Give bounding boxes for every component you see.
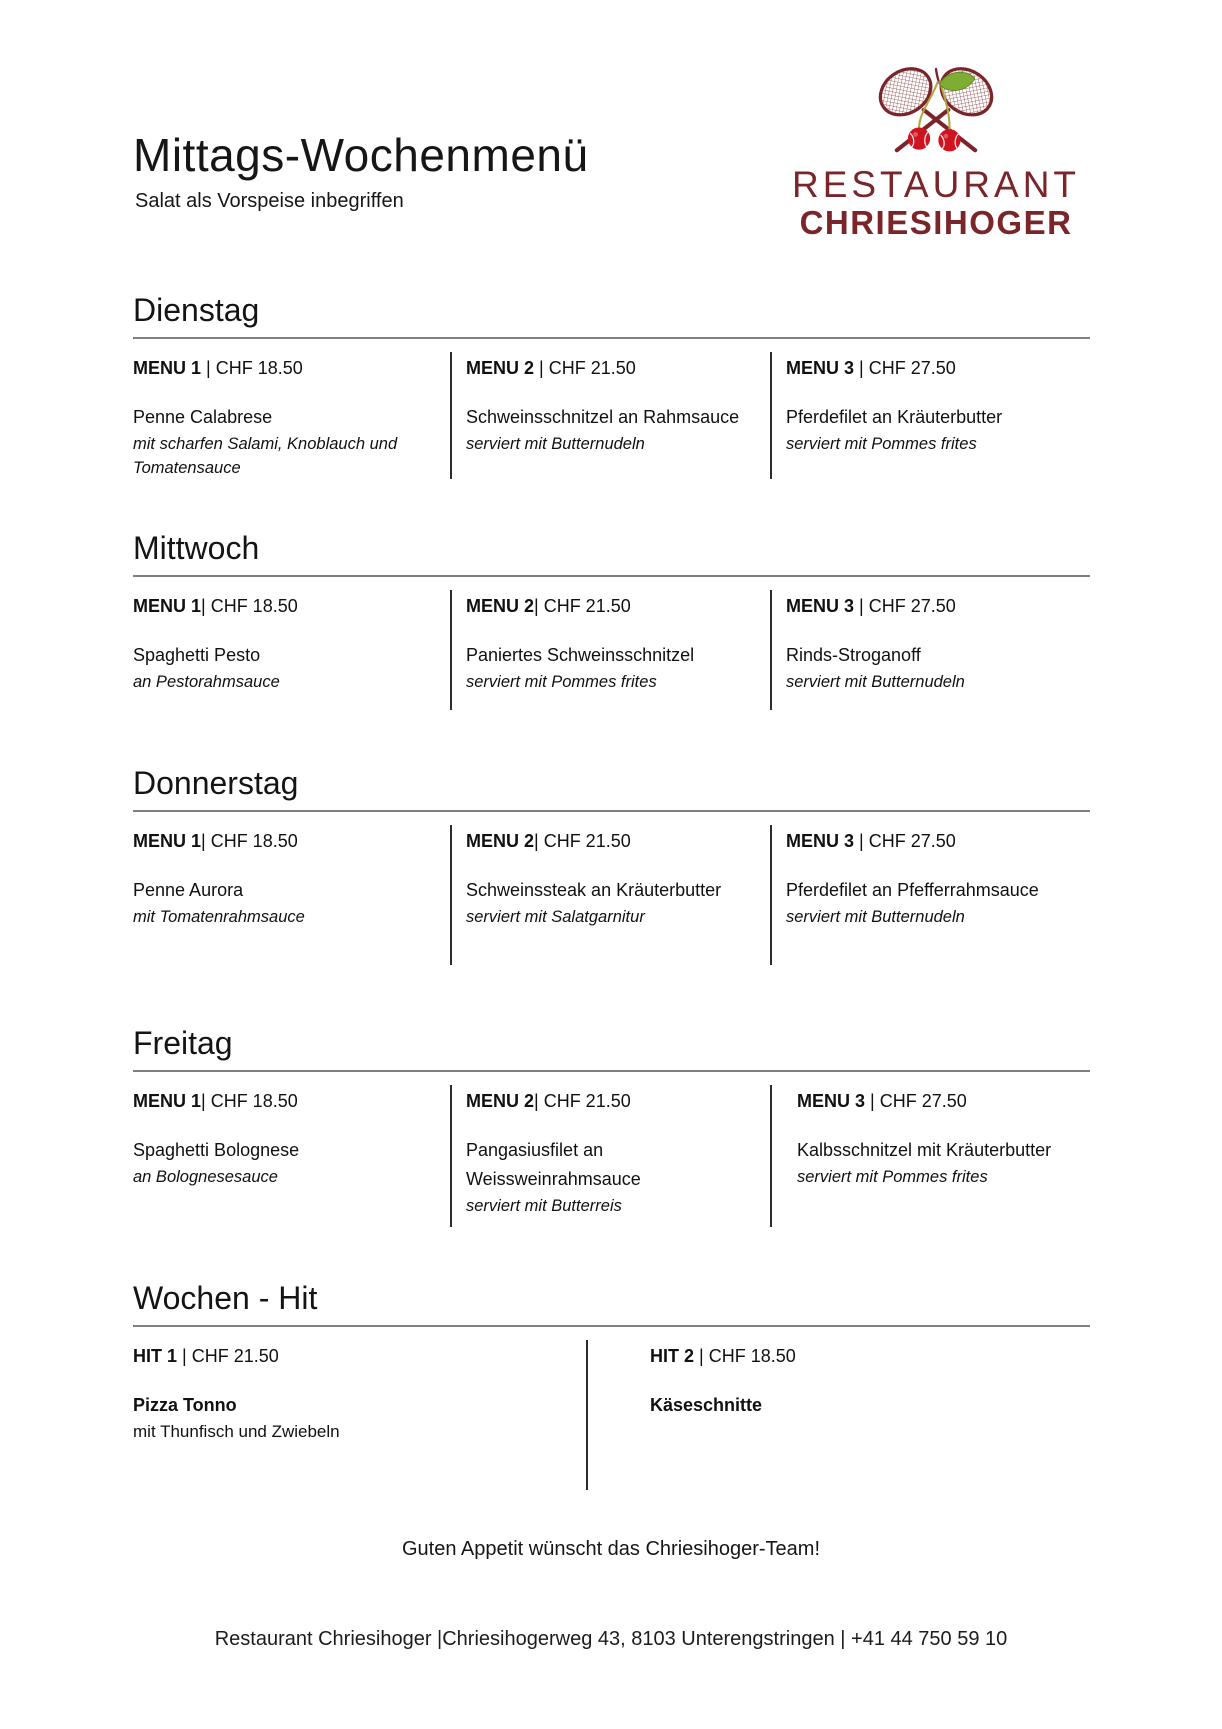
day-heading: Freitag	[133, 1025, 233, 1061]
menu-row	[133, 1085, 1090, 1227]
section-freitag	[133, 1023, 1090, 1227]
dish-name: Rinds-Stroganoff	[786, 645, 921, 665]
menu-header	[466, 356, 766, 380]
menu-item	[133, 1085, 433, 1189]
menu-item	[466, 352, 766, 456]
menu-label: MENU 2	[466, 831, 535, 851]
cherries-tennis-rackets-icon	[860, 64, 1012, 164]
dish-name: Spaghetti Bolognese	[133, 1140, 300, 1160]
contact-line: Restaurant Chriesihoger |Chriesihogerweg 43, 8103 Unterengstringen | +41 44 750 59 10	[214, 1628, 1008, 1650]
dish-name: Schweinsschnitzel an Rahmsauce	[466, 407, 740, 427]
menu-row	[133, 352, 1090, 479]
column-divider	[586, 1340, 588, 1490]
dish-name: Spaghetti Pesto	[133, 645, 261, 665]
dish-name: Schweinssteak an Kräuterbutter	[466, 880, 722, 900]
menu-row	[133, 590, 1090, 710]
column-divider	[770, 825, 772, 965]
menu-header	[466, 1089, 766, 1113]
cherry-stem-stub	[936, 69, 939, 82]
menu-label: MENU 1	[133, 358, 202, 378]
heading-rule	[133, 810, 1090, 812]
menu-price: | CHF 21.50	[534, 831, 631, 851]
page-title: Mittags-Wochenmenü	[133, 129, 589, 181]
menu-label: MENU 3	[786, 358, 855, 378]
menu-price: | CHF 21.50	[534, 358, 636, 378]
menu-header	[797, 1089, 1097, 1113]
section-mittwoch	[133, 528, 1090, 710]
column-divider	[450, 352, 452, 479]
dish-description: an Bolognesesauce	[133, 1168, 278, 1186]
menu-item	[466, 825, 766, 929]
menu-header	[466, 829, 766, 853]
heading-rule	[133, 575, 1090, 577]
section-wochen-hit	[133, 1278, 1090, 1490]
menu-header	[133, 356, 433, 380]
dish-description: serviert mit Pommes frites	[797, 1168, 988, 1186]
menu-label: MENU 2	[466, 358, 535, 378]
column-divider	[770, 1085, 772, 1227]
dish-name: Pizza Tonno	[133, 1395, 237, 1415]
dish-description: an Pestorahmsauce	[133, 673, 280, 691]
menu-label: MENU 3	[786, 831, 855, 851]
menu-price: | CHF 21.50	[534, 1091, 631, 1111]
page-subtitle: Salat als Vorspeise inbegriffen	[135, 190, 404, 212]
menu-item	[133, 590, 433, 694]
dish-name: Käseschnitte	[650, 1395, 763, 1415]
menu-price: | CHF 27.50	[854, 358, 956, 378]
menu-label: MENU 2	[466, 1091, 535, 1111]
dish-name: Pangasiusfilet an Weissweinrahmsauce	[466, 1140, 641, 1189]
column-divider	[450, 825, 452, 965]
menu-price: | CHF 27.50	[854, 831, 956, 851]
dish-description: mit Tomatenrahmsauce	[133, 908, 305, 926]
logo-chriesihoger-text: CHRIESIHOGER	[799, 204, 1073, 241]
menu-price: | CHF 18.50	[201, 831, 298, 851]
menu-price: | CHF 21.50	[177, 1346, 279, 1366]
heading-rule	[133, 1325, 1090, 1327]
menu-item	[466, 590, 766, 694]
day-heading: Mittwoch	[133, 530, 260, 566]
menu-price: | CHF 21.50	[534, 596, 631, 616]
restaurant-logo	[790, 60, 1082, 241]
menu-label: HIT 2	[650, 1346, 695, 1366]
menu-header	[466, 594, 766, 618]
dish-description: serviert mit Salatgarnitur	[466, 908, 645, 926]
menu-header	[786, 829, 1086, 853]
heading-rule	[133, 337, 1090, 339]
dish-description: serviert mit Butternudeln	[786, 673, 965, 691]
menu-price: | CHF 18.50	[201, 596, 298, 616]
menu-item	[786, 590, 1086, 694]
menu-label: MENU 3	[786, 596, 855, 616]
dish-description: serviert mit Pommes frites	[466, 673, 657, 691]
menu-header	[133, 1344, 433, 1368]
section-dienstag	[133, 290, 1090, 479]
day-heading: Donnerstag	[133, 765, 299, 801]
menu-item	[786, 825, 1086, 929]
day-heading: Dienstag	[133, 292, 260, 328]
menu-row	[133, 1340, 1090, 1490]
dish-name: Pferdefilet an Kräuterbutter	[786, 407, 1003, 427]
menu-header	[133, 594, 433, 618]
menu-label: MENU 1	[133, 1091, 202, 1111]
dish-description: mit Thunfisch und Zwiebeln	[133, 1422, 340, 1441]
menu-row	[133, 825, 1090, 965]
menu-price: | CHF 18.50	[201, 358, 303, 378]
dish-name: Kalbsschnitzel mit Kräuterbutter	[797, 1140, 1052, 1160]
column-divider	[770, 352, 772, 479]
menu-header	[133, 1089, 433, 1113]
menu-header	[133, 829, 433, 853]
menu-label: MENU 3	[797, 1091, 866, 1111]
dish-description: serviert mit Butternudeln	[786, 908, 965, 926]
dish-description: serviert mit Butternudeln	[466, 435, 645, 453]
closing-message: Guten Appetit wünscht das Chriesihoger-Team!	[402, 1538, 820, 1560]
menu-item	[786, 352, 1086, 456]
logo-restaurant-text: RESTAURANT	[791, 164, 1081, 205]
menu-price: | CHF 18.50	[201, 1091, 298, 1111]
menu-price: | CHF 18.50	[694, 1346, 796, 1366]
dish-name: Penne Calabrese	[133, 407, 273, 427]
heading-rule	[133, 1070, 1090, 1072]
dish-description: serviert mit Pommes frites	[786, 435, 977, 453]
menu-item	[650, 1340, 950, 1420]
menu-item	[797, 1085, 1097, 1189]
menu-item	[133, 352, 433, 480]
menu-label: MENU 2	[466, 596, 535, 616]
menu-price: | CHF 27.50	[865, 1091, 967, 1111]
menu-item	[466, 1085, 766, 1218]
menu-item	[133, 825, 433, 929]
menu-header	[786, 594, 1086, 618]
dish-name: Pferdefilet an Pfefferrahmsauce	[786, 880, 1039, 900]
dish-description: serviert mit Butterreis	[466, 1197, 622, 1215]
column-divider	[770, 590, 772, 710]
menu-label: HIT 1	[133, 1346, 178, 1366]
column-divider	[450, 590, 452, 710]
menu-label: MENU 1	[133, 596, 202, 616]
menu-price: | CHF 27.50	[854, 596, 956, 616]
menu-header	[650, 1344, 950, 1368]
dish-name: Penne Aurora	[133, 880, 244, 900]
dish-description: mit scharfen Salami, Knoblauch und Tomatensauce	[133, 435, 398, 477]
menu-item	[133, 1340, 433, 1444]
menu-header	[786, 356, 1086, 380]
section-donnerstag	[133, 763, 1090, 965]
day-heading: Wochen - Hit	[133, 1280, 318, 1316]
dish-name: Paniertes Schweinsschnitzel	[466, 645, 695, 665]
column-divider	[450, 1085, 452, 1227]
menu-label: MENU 1	[133, 831, 202, 851]
